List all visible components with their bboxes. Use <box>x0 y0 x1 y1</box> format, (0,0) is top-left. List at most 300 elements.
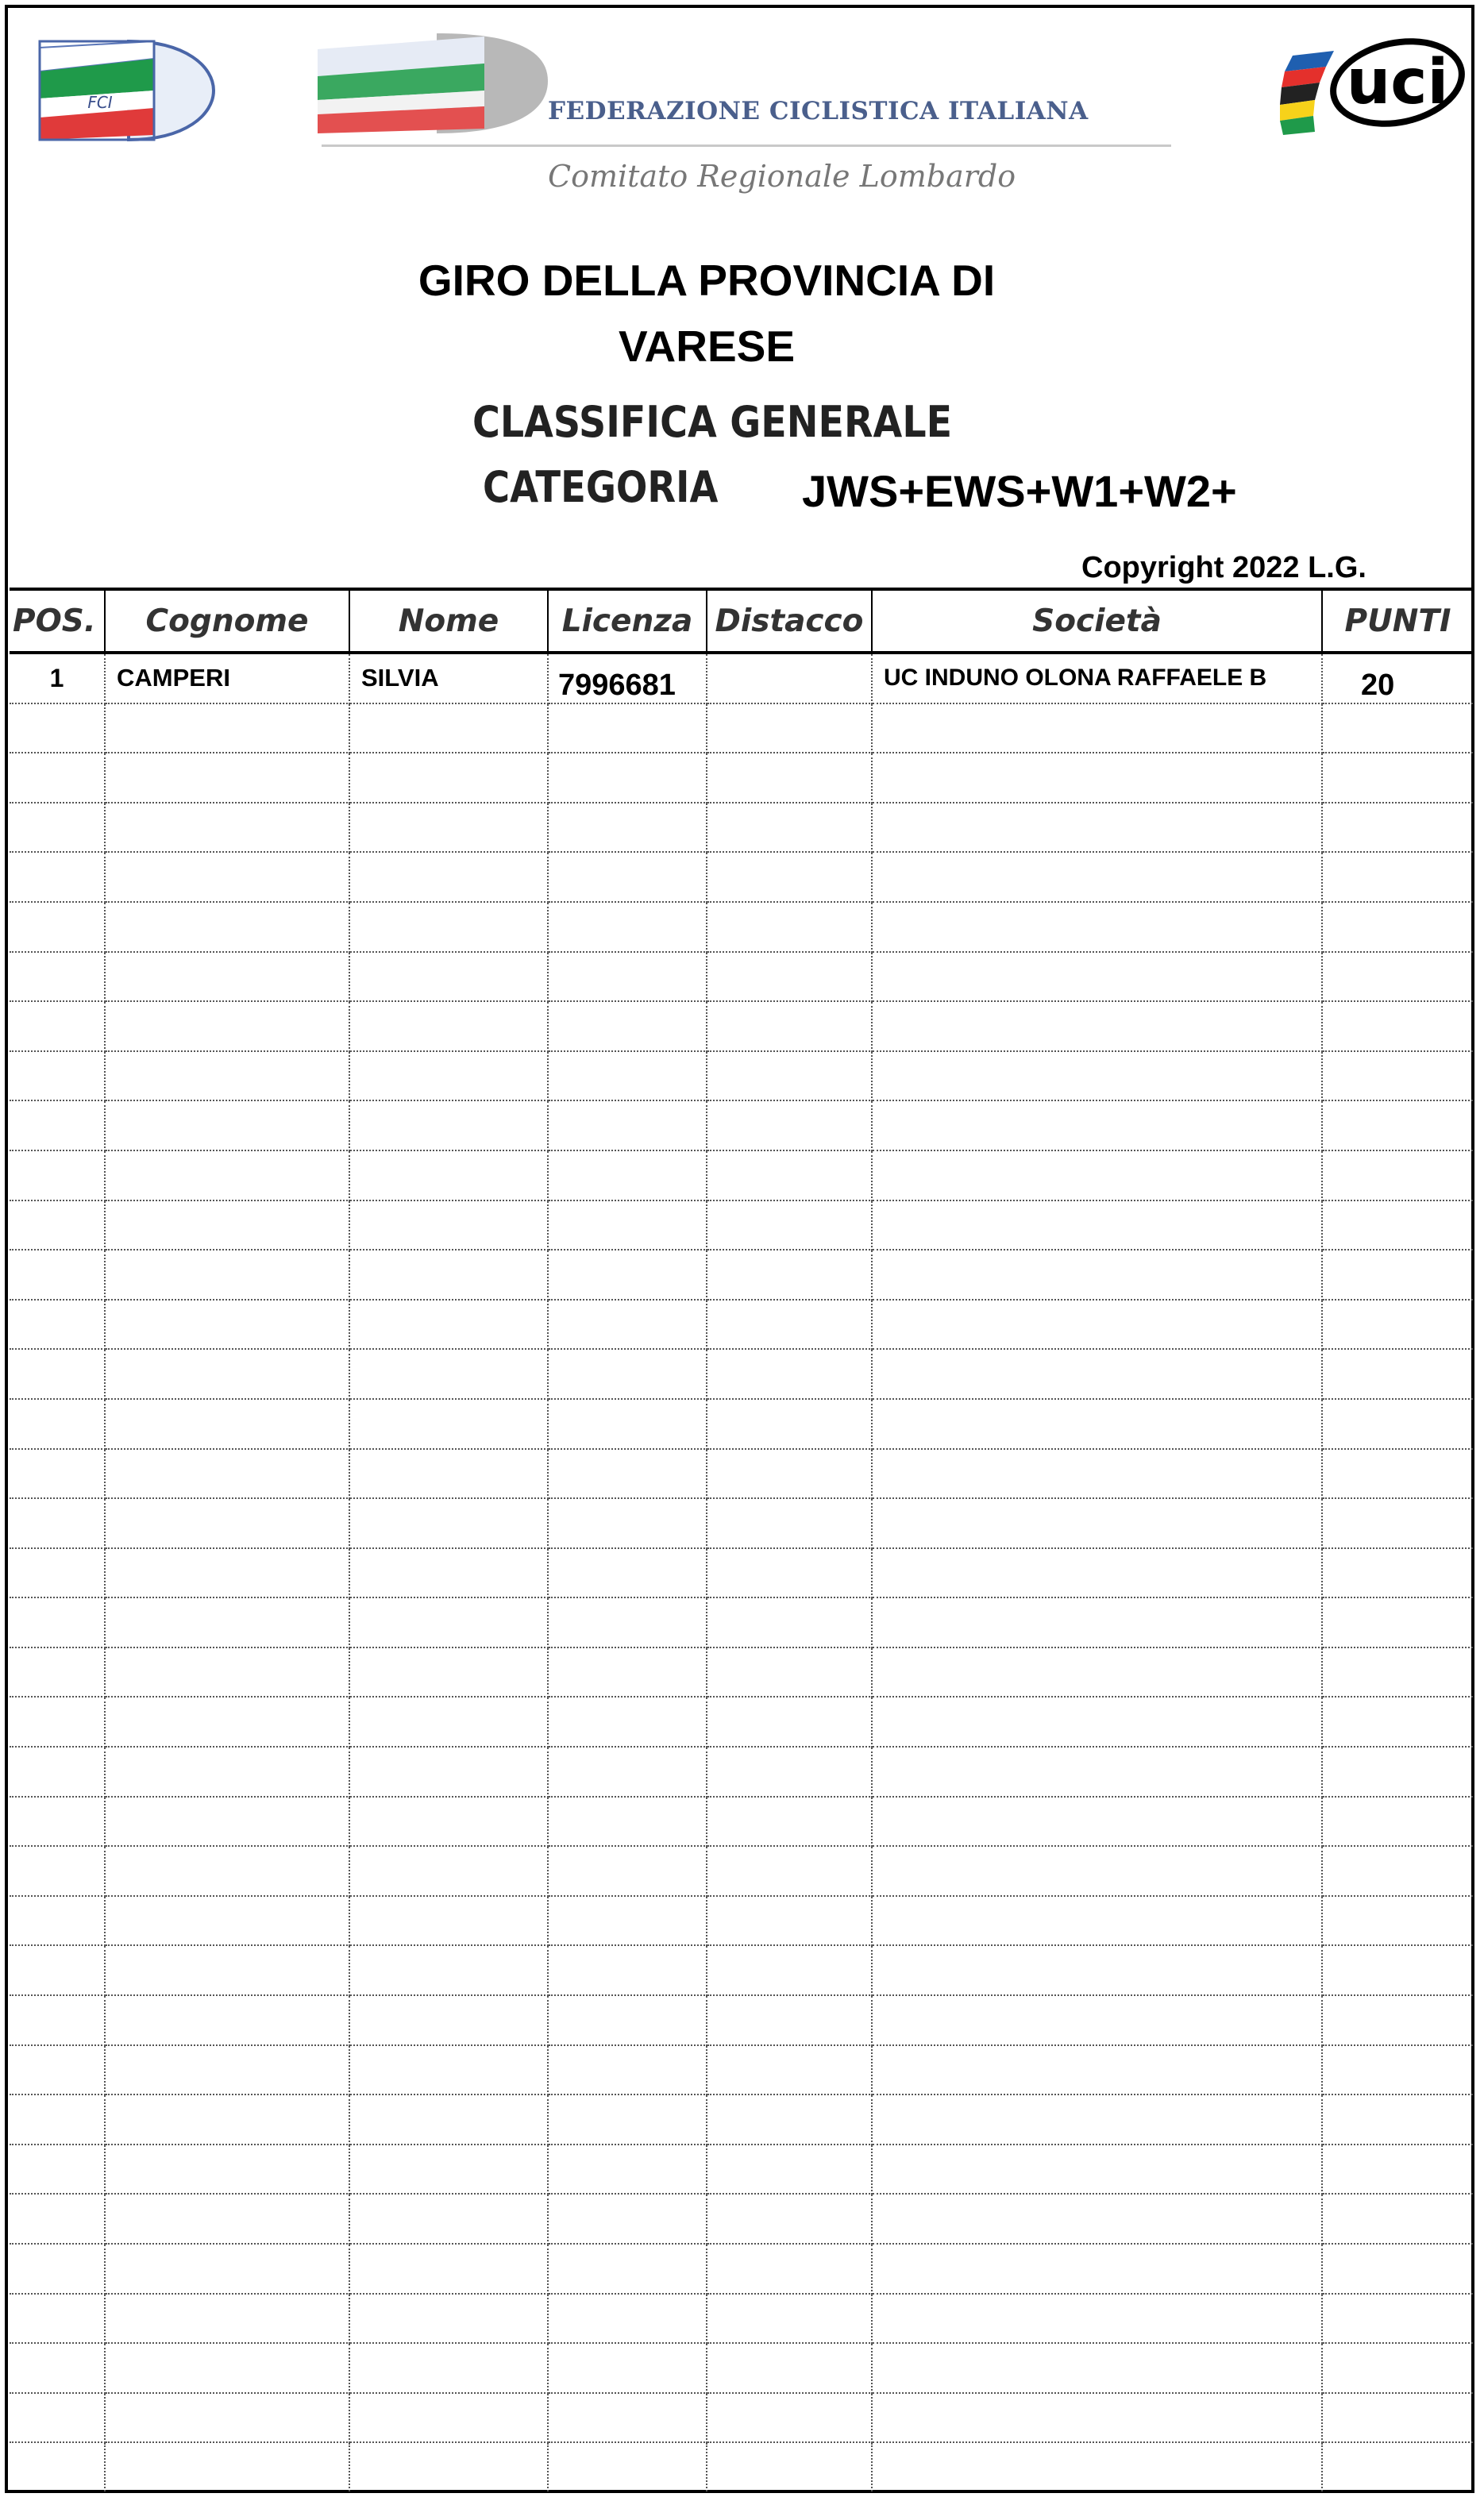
empty-cell <box>1322 1797 1473 1847</box>
empty-cell <box>105 753 349 803</box>
empty-cell <box>105 1349 349 1399</box>
empty-cell <box>105 1945 349 1995</box>
race-title <box>294 248 1120 380</box>
empty-cell <box>10 1797 105 1847</box>
empty-cell <box>105 2244 349 2294</box>
empty-table-row <box>10 703 1473 753</box>
empty-cell <box>1322 2393 1473 2443</box>
empty-cell <box>349 1747 548 1797</box>
empty-cell <box>707 1995 872 2045</box>
empty-cell <box>10 1647 105 1698</box>
empty-cell <box>1322 1846 1473 1896</box>
empty-cell <box>707 2244 872 2294</box>
empty-cell <box>105 1001 349 1051</box>
empty-table-row <box>10 2244 1473 2294</box>
cell-pos: 1 <box>10 653 105 703</box>
empty-cell <box>548 753 707 803</box>
empty-cell <box>1322 1896 1473 1946</box>
empty-cell <box>872 1945 1322 1995</box>
empty-cell <box>707 803 872 853</box>
cell-distacco <box>707 653 872 703</box>
empty-cell <box>1322 2442 1473 2491</box>
empty-table-row <box>10 803 1473 853</box>
empty-cell <box>707 1001 872 1051</box>
empty-cell <box>1322 1548 1473 1598</box>
empty-cell <box>707 2393 872 2443</box>
empty-table-row <box>10 2343 1473 2393</box>
empty-table-row <box>10 1300 1473 1350</box>
empty-cell <box>105 703 349 753</box>
empty-table-row <box>10 1747 1473 1797</box>
empty-cell <box>1322 952 1473 1002</box>
empty-table-row <box>10 1051 1473 1101</box>
empty-cell <box>707 1846 872 1896</box>
empty-cell <box>1322 1300 1473 1350</box>
empty-cell <box>1322 1647 1473 1698</box>
empty-cell <box>548 1945 707 1995</box>
empty-cell <box>349 2294 548 2344</box>
empty-cell <box>872 2244 1322 2294</box>
empty-cell <box>1322 1001 1473 1051</box>
empty-cell <box>707 1747 872 1797</box>
empty-table-row <box>10 1200 1473 1250</box>
empty-cell <box>1322 803 1473 853</box>
empty-cell <box>10 1051 105 1101</box>
empty-cell <box>10 2343 105 2393</box>
empty-cell <box>349 1399 548 1449</box>
empty-cell <box>10 902 105 952</box>
empty-cell <box>707 2294 872 2344</box>
empty-cell <box>349 2442 548 2491</box>
empty-cell <box>872 1747 1322 1797</box>
empty-cell <box>872 2094 1322 2145</box>
empty-cell <box>707 2145 872 2195</box>
empty-table-row <box>10 1797 1473 1847</box>
empty-cell <box>349 2393 548 2443</box>
empty-cell <box>548 1100 707 1150</box>
empty-cell <box>105 1250 349 1300</box>
empty-cell <box>548 1449 707 1499</box>
results-table <box>10 588 1473 2491</box>
empty-cell <box>872 852 1322 902</box>
empty-cell <box>707 1548 872 1598</box>
empty-cell <box>105 803 349 853</box>
empty-cell <box>105 1498 349 1548</box>
empty-cell <box>872 1896 1322 1946</box>
empty-cell <box>1322 1697 1473 1747</box>
empty-cell <box>105 1200 349 1250</box>
empty-cell <box>707 703 872 753</box>
empty-cell <box>105 1747 349 1797</box>
empty-cell <box>548 1747 707 1797</box>
empty-cell <box>1322 2145 1473 2195</box>
empty-cell <box>349 1300 548 1350</box>
empty-cell <box>349 1548 548 1598</box>
column-header-licenza: Licenza <box>548 589 707 653</box>
empty-cell <box>872 952 1322 1002</box>
empty-cell <box>548 1399 707 1449</box>
column-header-nome: Nome <box>349 589 548 653</box>
empty-cell <box>349 1449 548 1499</box>
empty-cell <box>707 1349 872 1399</box>
empty-cell <box>872 703 1322 753</box>
table-row <box>10 653 1473 703</box>
empty-cell <box>10 753 105 803</box>
empty-cell <box>548 1150 707 1200</box>
empty-table-row <box>10 1697 1473 1747</box>
empty-cell <box>10 2094 105 2145</box>
empty-table-row <box>10 1250 1473 1300</box>
empty-cell <box>105 1399 349 1449</box>
empty-cell <box>548 852 707 902</box>
empty-cell <box>707 2442 872 2491</box>
empty-cell <box>10 1548 105 1598</box>
empty-table-row <box>10 1001 1473 1051</box>
column-header-distacco: Distacco <box>707 589 872 653</box>
empty-table-row <box>10 1647 1473 1698</box>
empty-cell <box>10 1150 105 1200</box>
federation-flag-banner <box>318 32 556 135</box>
empty-cell <box>707 1597 872 1647</box>
empty-table-row <box>10 1498 1473 1548</box>
empty-cell <box>105 1797 349 1847</box>
empty-cell <box>1322 852 1473 902</box>
empty-cell <box>872 1846 1322 1896</box>
empty-table-row <box>10 1100 1473 1150</box>
empty-cell <box>872 1001 1322 1051</box>
empty-cell <box>10 2442 105 2491</box>
empty-cell <box>872 1349 1322 1399</box>
empty-cell <box>872 1797 1322 1847</box>
empty-cell <box>10 803 105 853</box>
empty-cell <box>707 1498 872 1548</box>
empty-cell <box>105 852 349 902</box>
regional-committee: Comitato Regionale Lombardo <box>548 159 1016 194</box>
empty-cell <box>105 1995 349 2045</box>
empty-cell <box>1322 2045 1473 2095</box>
empty-cell <box>872 1150 1322 1200</box>
header-divider <box>322 145 1171 147</box>
empty-cell <box>872 1995 1322 2045</box>
race-title-line-1: GIRO DELLA PROVINCIA DI <box>418 256 996 305</box>
column-header-pos: POS. <box>10 589 105 653</box>
empty-cell <box>707 902 872 952</box>
cell-punti: 20 <box>1322 653 1473 703</box>
empty-cell <box>1322 1100 1473 1150</box>
empty-cell <box>548 1001 707 1051</box>
empty-cell <box>548 803 707 853</box>
empty-cell <box>349 1100 548 1150</box>
uci-logo <box>1278 33 1469 145</box>
empty-cell <box>707 952 872 1002</box>
empty-cell <box>105 2343 349 2393</box>
empty-table-row <box>10 1399 1473 1449</box>
fci-logo-text: FCI <box>87 93 113 112</box>
empty-cell <box>872 1200 1322 1250</box>
empty-cell <box>707 1697 872 1747</box>
empty-table-row <box>10 1150 1473 1200</box>
empty-cell <box>349 1498 548 1548</box>
empty-cell <box>10 852 105 902</box>
empty-cell <box>1322 1597 1473 1647</box>
cell-societa: UC INDUNO OLONA RAFFAELE B <box>872 653 1322 703</box>
empty-cell <box>105 2393 349 2443</box>
empty-cell <box>1322 1399 1473 1449</box>
empty-cell <box>1322 703 1473 753</box>
empty-cell <box>349 1200 548 1250</box>
empty-cell <box>872 1548 1322 1598</box>
empty-cell <box>349 1945 548 1995</box>
federation-name: FEDERAZIONE CICLISTICA ITALIANA <box>548 97 1089 125</box>
empty-cell <box>10 2045 105 2095</box>
empty-cell <box>707 1051 872 1101</box>
empty-cell <box>1322 2194 1473 2244</box>
empty-cell <box>1322 1349 1473 1399</box>
cell-licenza: 7996681 <box>548 653 707 703</box>
empty-cell <box>1322 1995 1473 2045</box>
empty-cell <box>548 1300 707 1350</box>
empty-cell <box>548 2442 707 2491</box>
empty-cell <box>105 2442 349 2491</box>
empty-cell <box>10 1001 105 1051</box>
empty-cell <box>10 2244 105 2294</box>
empty-table-row <box>10 1945 1473 1995</box>
empty-cell <box>349 2244 548 2294</box>
empty-cell <box>105 1896 349 1946</box>
empty-cell <box>105 952 349 1002</box>
empty-cell <box>707 1250 872 1300</box>
empty-cell <box>10 1250 105 1300</box>
empty-cell <box>105 1548 349 1598</box>
empty-cell <box>707 1100 872 1150</box>
empty-cell <box>10 2194 105 2244</box>
empty-cell <box>349 1250 548 1300</box>
empty-cell <box>548 952 707 1002</box>
empty-cell <box>548 2294 707 2344</box>
empty-cell <box>707 1945 872 1995</box>
empty-cell <box>872 1647 1322 1698</box>
empty-cell <box>1322 1200 1473 1250</box>
empty-cell <box>872 1300 1322 1350</box>
empty-cell <box>105 2094 349 2145</box>
empty-table-row <box>10 2145 1473 2195</box>
empty-cell <box>105 1449 349 1499</box>
empty-cell <box>548 2194 707 2244</box>
empty-cell <box>105 2045 349 2095</box>
fci-logo <box>35 35 218 146</box>
empty-cell <box>105 902 349 952</box>
empty-table-row <box>10 1349 1473 1399</box>
empty-cell <box>105 1150 349 1200</box>
empty-cell <box>1322 1250 1473 1300</box>
empty-cell <box>707 1150 872 1200</box>
empty-cell <box>105 1647 349 1698</box>
empty-cell <box>349 2045 548 2095</box>
empty-cell <box>349 1647 548 1698</box>
empty-cell <box>548 2343 707 2393</box>
results-sheet <box>5 5 1474 2493</box>
empty-table-row <box>10 2442 1473 2491</box>
empty-cell <box>10 1100 105 1150</box>
empty-cell <box>10 1747 105 1797</box>
empty-cell <box>105 1597 349 1647</box>
empty-cell <box>349 803 548 853</box>
empty-cell <box>105 1300 349 1350</box>
empty-cell <box>1322 2294 1473 2344</box>
empty-cell <box>548 1697 707 1747</box>
empty-cell <box>349 1051 548 1101</box>
empty-cell <box>349 1150 548 1200</box>
empty-cell <box>872 2294 1322 2344</box>
empty-cell <box>1322 1150 1473 1200</box>
empty-cell <box>349 2094 548 2145</box>
empty-cell <box>548 2244 707 2294</box>
empty-cell <box>707 2045 872 2095</box>
empty-cell <box>872 2045 1322 2095</box>
empty-cell <box>707 1449 872 1499</box>
empty-cell <box>872 2343 1322 2393</box>
empty-cell <box>872 1399 1322 1449</box>
column-header-punti: PUNTI <box>1322 589 1473 653</box>
column-header-societa: Società <box>872 589 1322 653</box>
empty-cell <box>349 1846 548 1896</box>
empty-cell <box>872 2442 1322 2491</box>
empty-cell <box>1322 2244 1473 2294</box>
empty-cell <box>707 1300 872 1350</box>
empty-cell <box>872 1449 1322 1499</box>
category-value: JWS+EWS+W1+W2+ <box>802 466 1237 516</box>
empty-table-row <box>10 2045 1473 2095</box>
empty-cell <box>707 2343 872 2393</box>
empty-cell <box>10 1200 105 1250</box>
empty-cell <box>105 1846 349 1896</box>
empty-cell <box>10 1896 105 1946</box>
empty-cell <box>548 1995 707 2045</box>
empty-cell <box>10 952 105 1002</box>
uci-logo-text: uci <box>1346 47 1449 118</box>
empty-cell <box>872 2393 1322 2443</box>
empty-table-row <box>10 1449 1473 1499</box>
empty-cell <box>872 1051 1322 1101</box>
empty-cell <box>548 1597 707 1647</box>
empty-cell <box>10 1846 105 1896</box>
empty-cell <box>349 1995 548 2045</box>
empty-cell <box>707 2194 872 2244</box>
empty-cell <box>105 1051 349 1101</box>
empty-cell <box>548 1548 707 1598</box>
empty-cell <box>1322 2094 1473 2145</box>
empty-table-row <box>10 2393 1473 2443</box>
column-header-cognome: Cognome <box>105 589 349 653</box>
empty-cell <box>707 1200 872 1250</box>
empty-cell <box>548 1797 707 1847</box>
empty-cell <box>349 2194 548 2244</box>
empty-cell <box>707 753 872 803</box>
empty-table-row <box>10 1896 1473 1946</box>
empty-cell <box>548 1896 707 1946</box>
empty-cell <box>349 902 548 952</box>
empty-cell <box>548 1250 707 1300</box>
empty-cell <box>105 1100 349 1150</box>
empty-table-row <box>10 1548 1473 1598</box>
empty-cell <box>10 1995 105 2045</box>
empty-cell <box>707 2094 872 2145</box>
cell-nome: SILVIA <box>349 653 548 703</box>
empty-cell <box>548 1200 707 1250</box>
empty-cell <box>10 1300 105 1350</box>
empty-cell <box>548 2145 707 2195</box>
empty-cell <box>872 902 1322 952</box>
empty-table-row <box>10 1846 1473 1896</box>
empty-cell <box>349 952 548 1002</box>
empty-cell <box>349 1349 548 1399</box>
empty-cell <box>548 2045 707 2095</box>
empty-cell <box>10 1945 105 1995</box>
empty-cell <box>349 1001 548 1051</box>
empty-cell <box>1322 753 1473 803</box>
empty-cell <box>349 703 548 753</box>
empty-table-row <box>10 852 1473 902</box>
empty-cell <box>707 1896 872 1946</box>
empty-cell <box>10 2145 105 2195</box>
classification-heading: CLASSIFICA GENERALE <box>472 397 953 447</box>
empty-cell <box>707 1797 872 1847</box>
empty-cell <box>105 2145 349 2195</box>
empty-cell <box>105 2294 349 2344</box>
empty-cell <box>349 1697 548 1747</box>
empty-cell <box>10 1498 105 1548</box>
empty-cell <box>10 1449 105 1499</box>
empty-cell <box>872 1100 1322 1150</box>
empty-cell <box>548 902 707 952</box>
cell-cognome: CAMPERI <box>105 653 349 703</box>
empty-table-row <box>10 902 1473 952</box>
empty-cell <box>872 803 1322 853</box>
empty-cell <box>10 2294 105 2344</box>
empty-table-row <box>10 753 1473 803</box>
empty-table-row <box>10 1995 1473 2045</box>
empty-cell <box>548 1349 707 1399</box>
empty-cell <box>1322 1945 1473 1995</box>
empty-cell <box>349 852 548 902</box>
empty-cell <box>1322 1449 1473 1499</box>
empty-cell <box>10 1697 105 1747</box>
empty-cell <box>872 1597 1322 1647</box>
empty-cell <box>548 1051 707 1101</box>
empty-cell <box>349 1797 548 1847</box>
empty-cell <box>1322 1747 1473 1797</box>
empty-cell <box>548 1498 707 1548</box>
empty-cell <box>548 2094 707 2145</box>
empty-cell <box>707 1647 872 1698</box>
empty-cell <box>10 2393 105 2443</box>
results-body <box>10 653 1473 2491</box>
empty-table-row <box>10 2094 1473 2145</box>
empty-cell <box>349 2145 548 2195</box>
empty-table-row <box>10 952 1473 1002</box>
empty-cell <box>548 1647 707 1698</box>
empty-cell <box>1322 1498 1473 1548</box>
empty-cell <box>707 1399 872 1449</box>
empty-cell <box>349 1896 548 1946</box>
empty-cell <box>1322 902 1473 952</box>
empty-cell <box>10 703 105 753</box>
empty-cell <box>1322 2343 1473 2393</box>
empty-cell <box>1322 1051 1473 1101</box>
empty-cell <box>10 1349 105 1399</box>
empty-cell <box>707 852 872 902</box>
empty-cell <box>105 1697 349 1747</box>
